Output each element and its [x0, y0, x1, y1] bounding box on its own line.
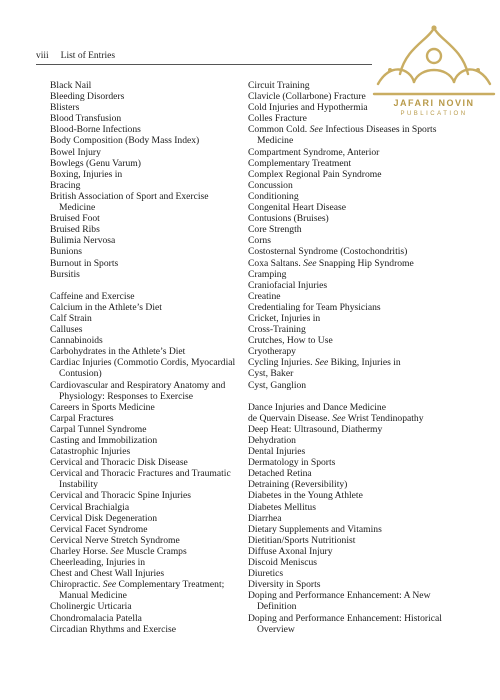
- entry-title: Costosternal Syndrome (Costochondritis): [248, 246, 408, 258]
- entry-item: [50, 258, 245, 269]
- entry-item: [248, 357, 458, 368]
- entry-item: [50, 113, 245, 124]
- entry-item: [248, 291, 458, 302]
- entry-title: Bowel Injury: [50, 146, 101, 158]
- entry-title: Cyst, Baker: [248, 368, 294, 380]
- entry-title: Calcium in the Athlete’s Diet: [50, 301, 162, 313]
- entry-title: Clavicle (Collarbone) Fracture: [248, 91, 366, 103]
- entry-title: Cannabinoids: [50, 335, 103, 347]
- entry-item: [50, 435, 245, 446]
- entry-item: [248, 579, 458, 590]
- entry-title: Cold Injuries and Hypothermia: [248, 102, 368, 114]
- entry-item: [248, 468, 458, 479]
- entry-title: Cricket, Injuries in: [248, 312, 321, 324]
- see-reference-label: See: [314, 357, 329, 369]
- entry-item: [248, 213, 458, 224]
- entry-title: Bowlegs (Genu Varum): [50, 157, 141, 169]
- entry-title: Chest and Chest Wall Injuries: [50, 568, 165, 580]
- entry-item: [50, 502, 245, 513]
- entry-title: Bruised Foot: [50, 213, 100, 225]
- entry-title: Chiropractic.: [50, 579, 101, 591]
- entry-title: Blood-Borne Infections: [50, 124, 141, 136]
- entry-title: Diabetes Mellitus: [248, 501, 316, 513]
- entry-title: Bruised Ribs: [50, 224, 100, 236]
- entry-item: [50, 446, 245, 457]
- entry-title: Caffeine and Exercise: [50, 290, 135, 302]
- entry-item: [248, 180, 458, 191]
- entry-title: Credentialing for Team Physicians: [248, 301, 381, 313]
- entry-item: [50, 424, 245, 435]
- entry-item: [248, 613, 458, 635]
- entry-item: [50, 80, 245, 91]
- entry-title: Corns: [248, 235, 271, 247]
- entry-title: Cardiac Injuries (Commotio Cordis, Myocardial Contusion): [50, 357, 236, 380]
- entry-title: Diarrhea: [248, 512, 282, 524]
- entry-item: [248, 524, 458, 535]
- entry-title: Boxing, Injuries in: [50, 168, 123, 180]
- entry-title: Calluses: [50, 324, 83, 336]
- entry-item: [50, 124, 245, 135]
- entry-item: [50, 413, 245, 424]
- entry-title: Circadian Rhythms and Exercise: [50, 623, 177, 635]
- entry-item: [50, 302, 245, 313]
- entry-title: Cross-Training: [248, 324, 306, 336]
- entry-title: Colles Fracture: [248, 113, 307, 125]
- entry-title: Diffuse Axonal Injury: [248, 545, 333, 557]
- entry-item: [248, 158, 458, 169]
- entry-item: [248, 147, 458, 158]
- entry-item: [248, 258, 458, 269]
- entry-title: Burnout in Sports: [50, 257, 119, 269]
- entry-item: [50, 335, 245, 346]
- entry-title: Doping and Performance Enhancement: Historical Overview: [248, 612, 442, 635]
- entry-item: [50, 357, 245, 379]
- entry-title: Bunions: [50, 246, 82, 258]
- entry-item: [50, 468, 245, 490]
- watermark-line-1: JAFARI NOVIN: [393, 98, 475, 108]
- see-reference-target: Biking, Injuries in: [330, 357, 401, 369]
- entry-title: Conditioning: [248, 190, 299, 202]
- entry-item: [248, 402, 458, 413]
- entry-title: Compartment Syndrome, Anterior: [248, 146, 380, 158]
- entry-item: [248, 490, 458, 501]
- entry-title: Bracing: [50, 179, 81, 191]
- entry-title: Cardiovascular and Respiratory Anatomy and Physiology: Responses to Exercise: [50, 379, 226, 402]
- see-reference-target: Wrist Tendinopathy: [347, 412, 424, 424]
- entry-title: Complex Regional Pain Syndrome: [248, 168, 382, 180]
- entry-title: Carbohydrates in the Athlete’s Diet: [50, 346, 186, 358]
- entry-item: [50, 147, 245, 158]
- entry-item: [248, 224, 458, 235]
- entry-item: [50, 613, 245, 624]
- entry-item: [50, 535, 245, 546]
- entry-item: [248, 91, 458, 102]
- entry-title: Cyst, Ganglion: [248, 379, 307, 391]
- entry-item: [248, 457, 458, 468]
- entry-item: [248, 435, 458, 446]
- entry-title: Dental Injuries: [248, 446, 306, 458]
- see-reference-label: See: [309, 124, 323, 136]
- entry-item: [248, 235, 458, 246]
- entry-item: [50, 102, 245, 113]
- entry-item: [248, 124, 458, 146]
- entry-title: Careers in Sports Medicine: [50, 401, 155, 413]
- entry-title: Discoid Meniscus: [248, 557, 318, 569]
- entry-title: Black Nail: [50, 80, 92, 91]
- entry-item: [50, 557, 245, 568]
- entry-item: [50, 490, 245, 501]
- entry-title: Bleeding Disorders: [50, 91, 125, 103]
- entry-item: [248, 535, 458, 546]
- entry-item: [248, 568, 458, 579]
- entry-item: [248, 280, 458, 291]
- see-reference-target: Complementary Treatment; Manual Medicine: [59, 579, 225, 602]
- entry-title: Circuit Training: [248, 80, 310, 91]
- right-entries-column: [248, 80, 458, 635]
- entry-item: [248, 479, 458, 490]
- entry-title: Cervical and Thoracic Fractures and Traumatic Instability: [50, 468, 231, 491]
- entry-title: Cholinergic Urticaria: [50, 601, 132, 613]
- entry-item: [248, 513, 458, 524]
- letter-group-spacer: [248, 391, 458, 402]
- entry-title: Diversity in Sports: [248, 579, 321, 591]
- entry-title: Chondromalacia Patella: [50, 612, 142, 624]
- header-rule: [36, 64, 372, 65]
- entry-item: [248, 368, 458, 379]
- entry-title: Coxa Saltans.: [248, 257, 301, 269]
- page-number: viii: [36, 51, 49, 61]
- entry-title: Dietitian/Sports Nutritionist: [248, 534, 356, 546]
- entry-title: Detached Retina: [248, 468, 312, 480]
- entry-item: [50, 180, 245, 191]
- entry-title: Diabetes in the Young Athlete: [248, 490, 363, 502]
- entry-item: [50, 235, 245, 246]
- entry-title: Doping and Performance Enhancement: A New Definition: [248, 590, 431, 613]
- entry-item: [50, 169, 245, 180]
- entry-item: [50, 91, 245, 102]
- entry-title: Blisters: [50, 102, 80, 114]
- entry-item: [50, 402, 245, 413]
- entry-item: [248, 335, 458, 346]
- see-reference-target: Muscle Cramps: [126, 545, 187, 557]
- entry-title: Craniofacial Injuries: [248, 279, 328, 291]
- entry-title: Complementary Treatment: [248, 157, 352, 169]
- entry-item: [248, 202, 458, 213]
- entry-title: Bursitis: [50, 268, 80, 280]
- entry-title: Cervical Nerve Stretch Syndrome: [50, 534, 180, 546]
- entry-item: [50, 568, 245, 579]
- entry-title: Bulimia Nervosa: [50, 235, 116, 247]
- entry-title: Cervical Brachialgia: [50, 501, 130, 513]
- entry-title: Cervical and Thoracic Spine Injuries: [50, 490, 192, 502]
- entry-title: Crutches, How to Use: [248, 335, 333, 347]
- entry-title: Concussion: [248, 179, 293, 191]
- entry-title: Dance Injuries and Dance Medicine: [248, 401, 386, 413]
- see-reference-label: See: [303, 257, 317, 269]
- entry-item: [50, 457, 245, 468]
- entry-title: Deep Heat: Ultrasound, Diathermy: [248, 423, 383, 435]
- entry-item: [248, 313, 458, 324]
- entry-item: [248, 546, 458, 557]
- see-reference-label: See: [332, 412, 346, 424]
- see-reference-target: Snapping Hip Syndrome: [318, 257, 414, 269]
- entry-title: Cramping: [248, 268, 287, 280]
- entry-item: [248, 324, 458, 335]
- entry-item: [50, 246, 245, 257]
- entry-item: [50, 513, 245, 524]
- entry-title: Core Strength: [248, 224, 302, 236]
- entry-title: Cervical Facet Syndrome: [50, 523, 148, 535]
- entry-title: Creatine: [248, 290, 281, 302]
- entry-item: [50, 269, 245, 280]
- entry-item: [248, 446, 458, 457]
- entry-title: Charley Horse.: [50, 545, 109, 557]
- entry-title: Catastrophic Injuries: [50, 446, 131, 458]
- entry-item: [50, 224, 245, 235]
- entry-title: de Quervain Disease.: [248, 412, 330, 424]
- entry-item: [50, 158, 245, 169]
- entry-item: [50, 380, 245, 402]
- entry-title: Dermatology in Sports: [248, 457, 336, 469]
- running-title: List of Entries: [60, 51, 116, 61]
- entry-title: Contusions (Bruises): [248, 213, 329, 225]
- entry-item: [50, 135, 245, 146]
- entry-item: [248, 113, 458, 124]
- entry-item: [248, 346, 458, 357]
- entry-item: [50, 291, 245, 302]
- left-entries-column: [50, 80, 245, 635]
- entry-title: Diuretics: [248, 568, 284, 580]
- entry-title: Detraining (Reversibility): [248, 479, 348, 491]
- entry-item: [248, 80, 458, 91]
- entry-item: [248, 269, 458, 280]
- entry-item: [50, 313, 245, 324]
- entry-item: [50, 579, 245, 601]
- see-reference-label: See: [102, 579, 117, 591]
- entry-item: [248, 191, 458, 202]
- entry-title: Casting and Immobilization: [50, 435, 158, 446]
- entry-title: Cryotherapy: [248, 346, 296, 358]
- entry-item: [50, 624, 245, 635]
- entry-item: [50, 546, 245, 557]
- entry-title: Calf Strain: [50, 312, 92, 324]
- entry-item: [248, 590, 458, 612]
- entry-title: Cervical and Thoracic Disk Disease: [50, 457, 188, 469]
- entry-title: Cheerleading, Injuries in: [50, 557, 146, 569]
- entry-title: Body Composition (Body Mass Index): [50, 135, 200, 147]
- entry-item: [248, 302, 458, 313]
- entry-item: [50, 213, 245, 224]
- entry-item: [248, 169, 458, 180]
- entry-item: [248, 502, 458, 513]
- entry-title: Blood Transfusion: [50, 113, 122, 125]
- entry-title: Common Cold.: [248, 124, 308, 136]
- entry-title: Cycling Injuries.: [248, 357, 313, 369]
- entry-item: [248, 102, 458, 113]
- entry-item: [248, 380, 458, 391]
- see-reference-label: See: [110, 545, 124, 557]
- entry-title: Dehydration: [248, 435, 296, 446]
- entry-title: British Association of Sport and Exercise Medicine: [50, 190, 209, 214]
- entry-title: Carpal Tunnel Syndrome: [50, 423, 147, 435]
- entry-item: [248, 424, 458, 435]
- entry-item: [50, 601, 245, 612]
- entry-title: Cervical Disk Degeneration: [50, 512, 158, 524]
- running-header: [36, 51, 115, 61]
- watermark-line-2: PUBLICATION: [400, 111, 468, 117]
- see-reference-target: Infectious Diseases in Sports Medicine: [257, 124, 437, 147]
- entry-item: [248, 246, 458, 257]
- entry-item: [248, 413, 458, 424]
- entry-item: [50, 324, 245, 335]
- entry-title: Dietary Supplements and Vitamins: [248, 523, 382, 535]
- entry-title: Carpal Fractures: [50, 412, 114, 424]
- entry-title: Congenital Heart Disease: [248, 202, 347, 214]
- letter-group-spacer: [50, 280, 245, 291]
- entry-item: [50, 191, 245, 213]
- entry-item: [248, 557, 458, 568]
- entry-item: [50, 524, 245, 535]
- entry-item: [50, 346, 245, 357]
